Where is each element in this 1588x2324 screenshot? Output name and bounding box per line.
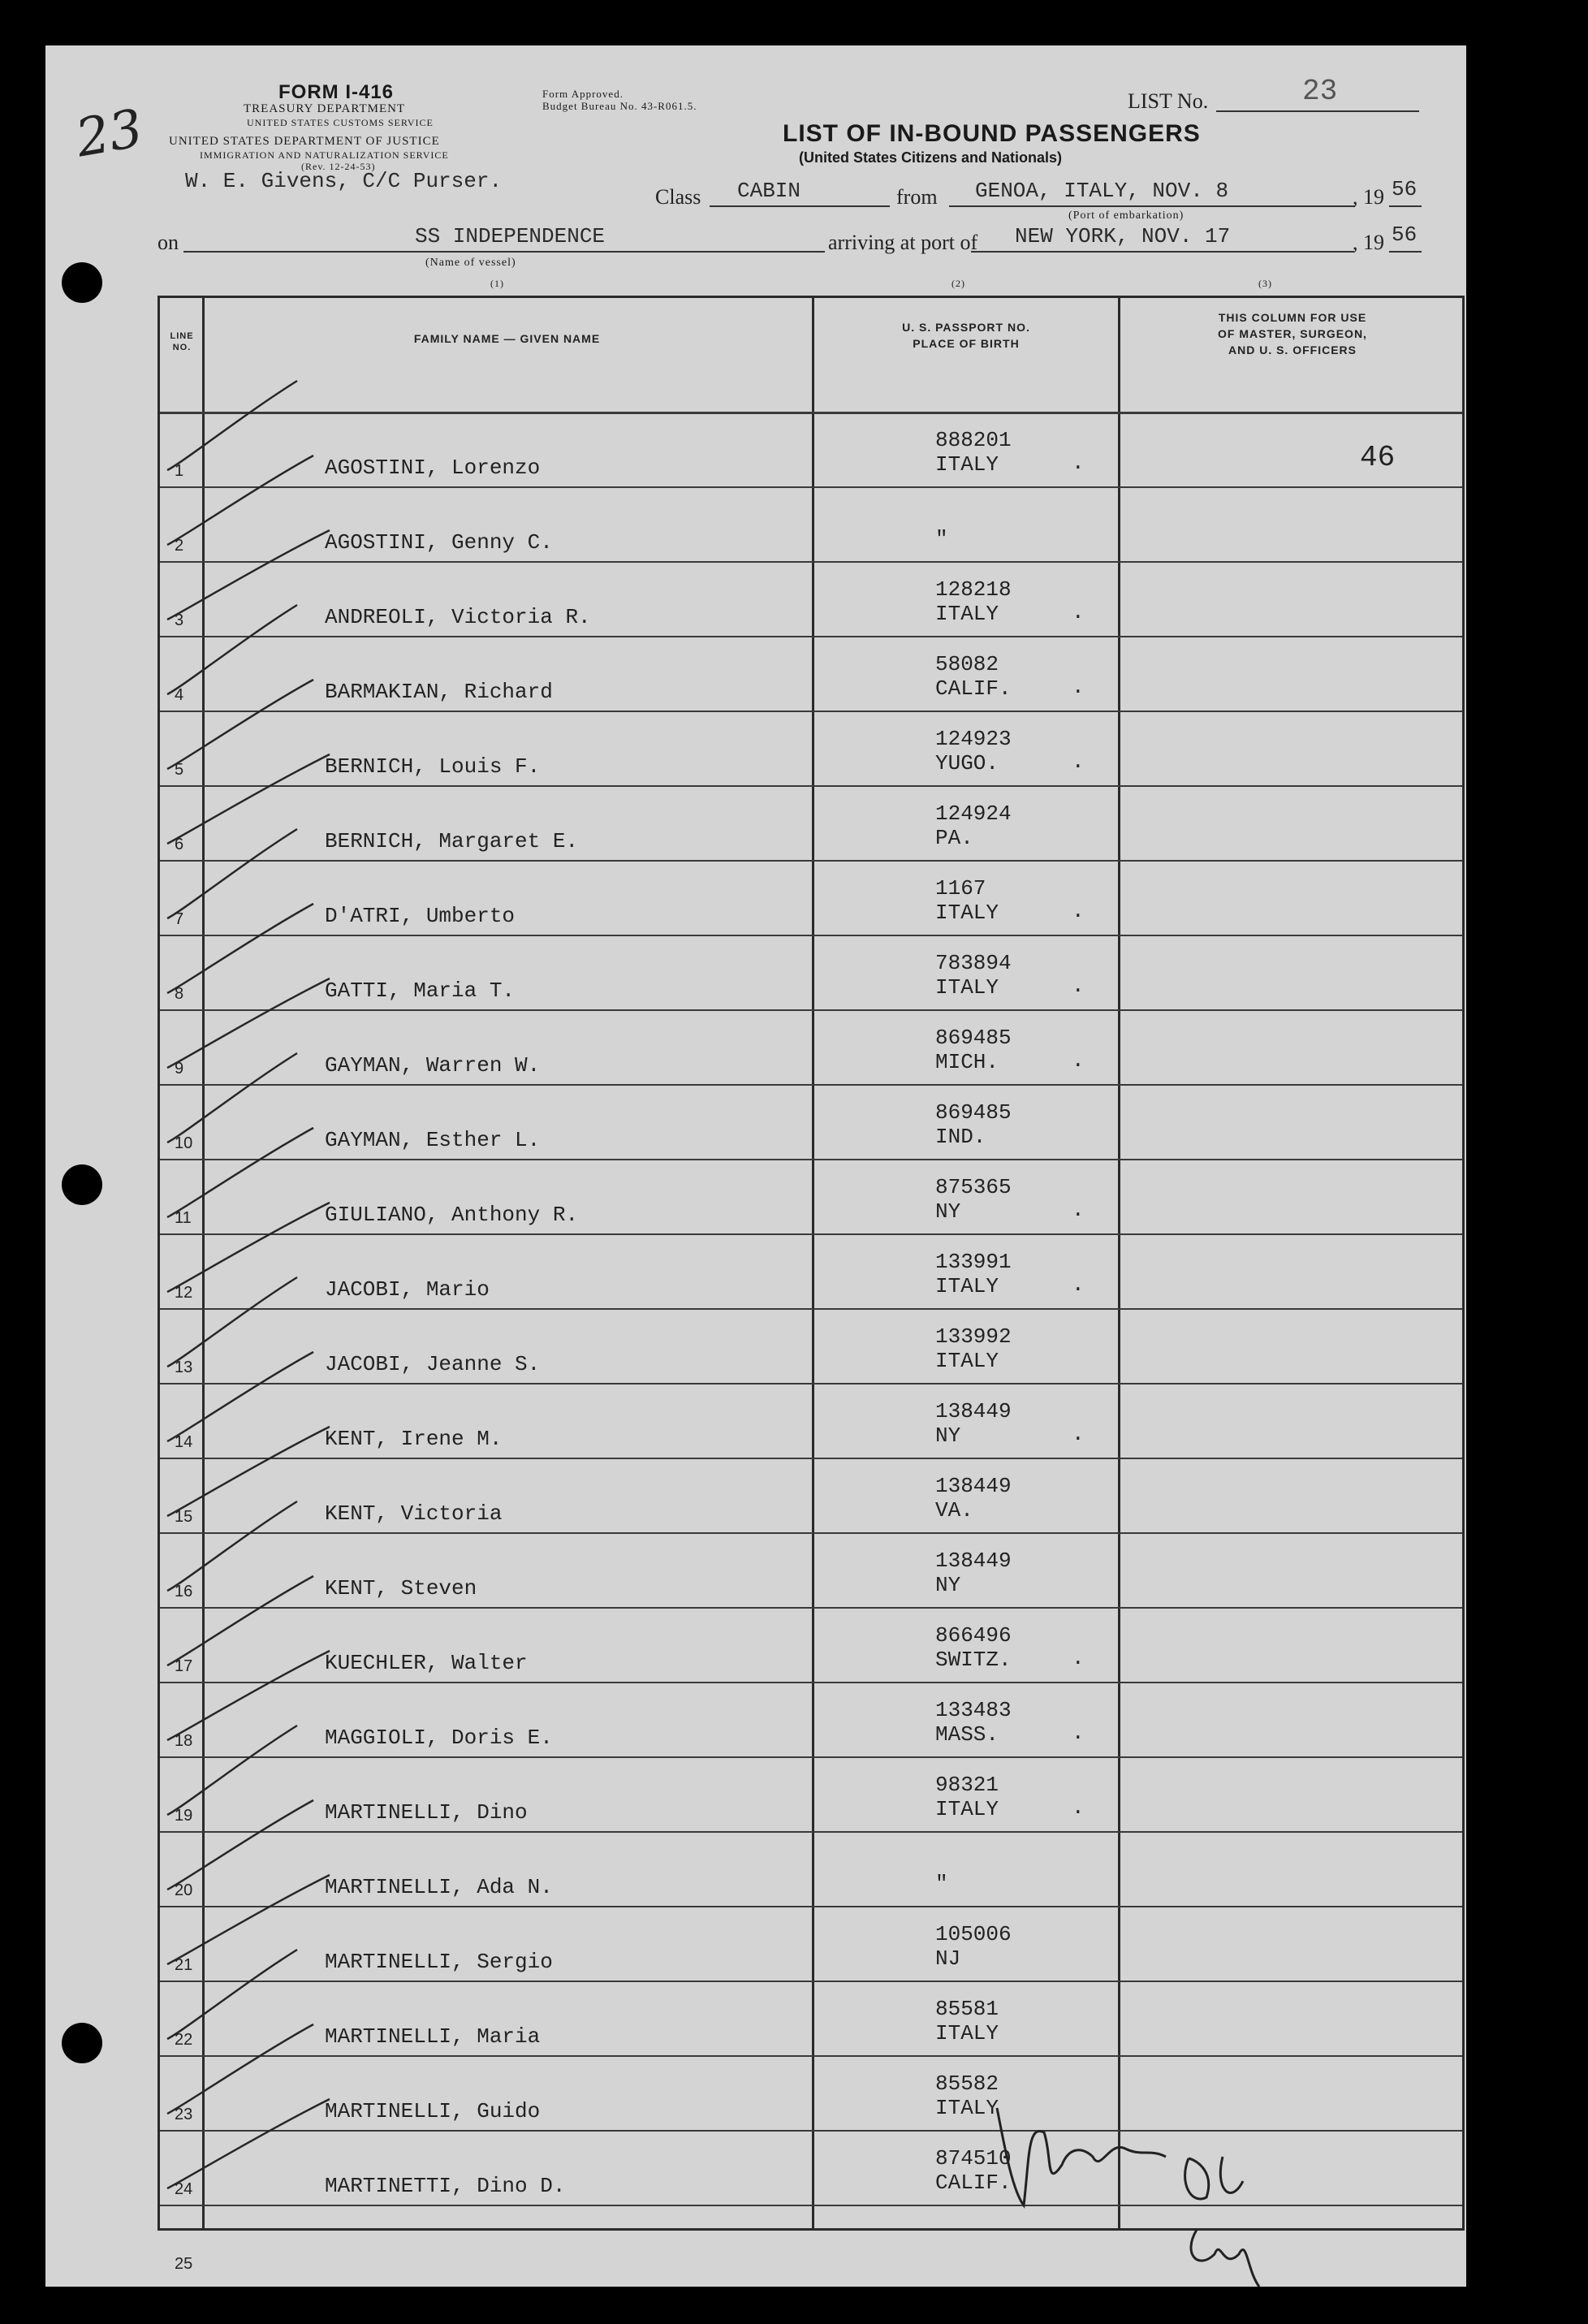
place-of-birth: ITALY <box>935 1274 999 1298</box>
passport-number: 133991 <box>935 1250 1012 1274</box>
arrival-port: NEW YORK, NOV. 17 <box>1015 224 1231 248</box>
line-number: 11 <box>175 1209 192 1227</box>
checked-dot: . <box>1072 1048 1085 1073</box>
officer-note: 46 <box>1360 441 1396 474</box>
passport-number: 138449 <box>935 1549 1012 1573</box>
place-of-birth: " <box>935 1872 948 1896</box>
col-num-3: (3) <box>1258 278 1272 289</box>
line-number: 21 <box>175 1956 193 1974</box>
line-number: 23 <box>175 2106 193 2123</box>
budget-bureau: Budget Bureau No. 43-R061.5. <box>542 100 697 112</box>
place-of-birth: NY <box>935 1423 961 1448</box>
passport-number: 124923 <box>935 727 1012 751</box>
revision-date: (Rev. 12-24-53) <box>301 161 376 172</box>
passenger-name: MARTINELLI, Maria <box>325 2024 541 2049</box>
passenger-name: GIULIANO, Anthony R. <box>325 1203 579 1227</box>
col-num-1: (1) <box>490 278 504 289</box>
place-of-birth: MASS. <box>935 1722 999 1747</box>
place-of-birth: " <box>935 527 948 551</box>
line-number: 18 <box>175 1732 193 1750</box>
place-of-birth: ITALY <box>935 602 999 626</box>
passenger-name: AGOSTINI, Genny C. <box>325 530 553 555</box>
passenger-name: BARMAKIAN, Richard <box>325 680 553 704</box>
punch-hole <box>62 1164 102 1205</box>
col-header-officers-2: OF MASTER, SURGEON, <box>1218 327 1367 340</box>
passport-number: 138449 <box>935 1399 1012 1423</box>
year-2: 56 <box>1392 222 1418 247</box>
place-of-birth: NJ <box>935 1946 961 1971</box>
passenger-name: MARTINELLI, Ada N. <box>325 1875 553 1899</box>
class-label: Class <box>655 185 701 209</box>
punch-hole <box>62 2023 102 2063</box>
on-label: on <box>158 231 179 254</box>
line-number: 15 <box>175 1508 193 1526</box>
passenger-name: MARTINELLI, Guido <box>325 2099 541 2123</box>
passport-number: 128218 <box>935 577 1012 602</box>
place-of-birth: ITALY <box>935 452 999 477</box>
line-number: 25 <box>175 2255 193 2273</box>
place-of-birth: ITALY <box>935 975 999 1000</box>
passport-number: 866496 <box>935 1623 1012 1648</box>
line-number: 9 <box>175 1060 184 1078</box>
passenger-name: ANDREOLI, Victoria R. <box>325 605 591 629</box>
passport-number: 783894 <box>935 951 1012 975</box>
treasury-department: TREASURY DEPARTMENT <box>244 102 406 115</box>
passport-number: 133483 <box>935 1698 1012 1722</box>
line-number: 3 <box>175 611 184 629</box>
checked-dot: . <box>1072 1721 1085 1745</box>
passenger-name: MARTINETTI, Dino D. <box>325 2174 566 2198</box>
passenger-name: BERNICH, Louis F. <box>325 754 541 779</box>
col-header-passport: U. S. PASSPORT NO. <box>902 321 1030 334</box>
place-of-birth: ITALY <box>935 901 999 925</box>
passport-number: 138449 <box>935 1474 1012 1498</box>
passenger-name: MARTINELLI, Dino <box>325 1800 528 1825</box>
place-of-birth: MICH. <box>935 1050 999 1074</box>
place-of-birth: CALIF. <box>935 676 1012 701</box>
place-of-birth: NY <box>935 1199 961 1224</box>
passenger-name: GAYMAN, Esther L. <box>325 1128 541 1152</box>
col-header-officers-3: AND U. S. OFFICERS <box>1228 343 1357 356</box>
passport-number: 85581 <box>935 1997 999 2021</box>
arriving-label: arriving at port of <box>828 231 978 254</box>
passenger-name: JACOBI, Jeanne S. <box>325 1352 541 1376</box>
place-of-birth: ITALY <box>935 2096 999 2120</box>
vessel-caption: (Name of vessel) <box>425 257 516 269</box>
line-number: 16 <box>175 1583 193 1600</box>
passport-number: 124924 <box>935 801 1012 826</box>
col-header-birth: PLACE OF BIRTH <box>913 337 1020 350</box>
passenger-name: AGOSTINI, Lorenzo <box>325 456 541 480</box>
col-header-name: FAMILY NAME — GIVEN NAME <box>413 332 601 345</box>
form-approved: Form Approved. <box>542 88 624 100</box>
line-number: 20 <box>175 1881 193 1899</box>
line-number: 1 <box>175 462 184 480</box>
passport-number: 1167 <box>935 876 986 901</box>
passenger-name: MAGGIOLI, Doris E. <box>325 1726 553 1750</box>
checked-dot: . <box>1072 451 1085 475</box>
passenger-name: KENT, Victoria <box>325 1501 503 1526</box>
place-of-birth: PA. <box>935 826 973 850</box>
col-header-officers-1: THIS COLUMN FOR USE <box>1218 311 1367 324</box>
col-num-2: (2) <box>952 278 965 289</box>
justice-department: UNITED STATES DEPARTMENT OF JUSTICE <box>169 135 440 148</box>
line-number: 19 <box>175 1807 193 1825</box>
form-subtitle: (United States Citizens and Nationals) <box>799 149 1063 166</box>
line-number: 7 <box>175 910 184 928</box>
from-value: GENOA, ITALY, NOV. 8 <box>975 179 1229 203</box>
line-number: 17 <box>175 1657 193 1675</box>
checked-dot: . <box>1072 1646 1085 1670</box>
place-of-birth: NY <box>935 1573 961 1597</box>
line-number: 8 <box>175 985 184 1003</box>
immigration-service: IMMIGRATION AND NATURALIZATION SERVICE <box>200 149 449 161</box>
list-no-label: LIST No. <box>1128 89 1209 113</box>
checked-dot: . <box>1072 749 1085 774</box>
passport-number: 874510 <box>935 2146 1012 2171</box>
list-no-value: 23 <box>1302 75 1338 108</box>
form-title: LIST OF IN-BOUND PASSENGERS <box>783 120 1201 147</box>
year-prefix-2: , 19 <box>1353 231 1384 254</box>
place-of-birth: IND. <box>935 1125 986 1149</box>
line-number: 12 <box>175 1284 193 1302</box>
class-value: CABIN <box>737 179 801 203</box>
passenger-name: JACOBI, Mario <box>325 1277 490 1302</box>
passenger-name: BERNICH, Margaret E. <box>325 829 579 853</box>
passenger-name: KENT, Steven <box>325 1576 477 1600</box>
place-of-birth: CALIF. <box>935 2171 1012 2195</box>
from-label: from <box>896 185 938 209</box>
place-of-birth: ITALY <box>935 1797 999 1821</box>
passport-number: 85582 <box>935 2071 999 2096</box>
line-number: 5 <box>175 761 184 779</box>
place-of-birth: ITALY <box>935 1349 999 1373</box>
place-of-birth: SWITZ. <box>935 1648 1012 1672</box>
passport-number: 875365 <box>935 1175 1012 1199</box>
passport-number: 869485 <box>935 1100 1012 1125</box>
checked-dot: . <box>1072 1795 1085 1820</box>
passport-number: 58082 <box>935 652 999 676</box>
passenger-name: KENT, Irene M. <box>325 1427 503 1451</box>
year-prefix-1: , 19 <box>1353 185 1384 209</box>
passport-number: 133992 <box>935 1324 1012 1349</box>
checked-dot: . <box>1072 1272 1085 1297</box>
line-number: 6 <box>175 836 184 853</box>
line-number: 14 <box>175 1433 193 1451</box>
punch-hole <box>62 262 102 303</box>
passenger-table <box>158 296 1465 2273</box>
year-1: 56 <box>1392 177 1418 201</box>
passport-number: 98321 <box>935 1773 999 1797</box>
purser-name: W. E. Givens, C/C Purser. <box>185 169 503 193</box>
passenger-name: D'ATRI, Umberto <box>325 904 516 928</box>
passenger-name: GATTI, Maria T. <box>325 978 516 1003</box>
passenger-name: KUECHLER, Walter <box>325 1651 528 1675</box>
form-number: FORM I-416 <box>278 81 395 103</box>
line-number: 10 <box>175 1134 193 1152</box>
line-number: 24 <box>175 2180 193 2198</box>
place-of-birth: ITALY <box>935 2021 999 2045</box>
port-embarkation-caption: (Port of embarkation) <box>1068 210 1185 222</box>
passport-number: 869485 <box>935 1026 1012 1050</box>
col-header-line: LINE NO. <box>170 331 194 352</box>
checked-dot: . <box>1072 1198 1085 1222</box>
line-number: 22 <box>175 2031 193 2049</box>
place-of-birth: VA. <box>935 1498 973 1523</box>
line-number: 2 <box>175 537 184 555</box>
checked-dot: . <box>1072 600 1085 624</box>
line-number: 13 <box>175 1359 193 1376</box>
place-of-birth: YUGO. <box>935 751 999 775</box>
passenger-name: MARTINELLI, Sergio <box>325 1950 553 1974</box>
passport-number: 888201 <box>935 428 1012 452</box>
checked-dot: . <box>1072 974 1085 998</box>
vessel-name: SS INDEPENDENCE <box>415 224 606 248</box>
passenger-name: GAYMAN, Warren W. <box>325 1053 541 1078</box>
customs-service: UNITED STATES CUSTOMS SERVICE <box>247 117 434 128</box>
checked-dot: . <box>1072 675 1085 699</box>
passport-number: 105006 <box>935 1922 1012 1946</box>
checked-dot: . <box>1072 899 1085 923</box>
line-number: 4 <box>175 686 184 704</box>
handwritten-page-number: 23 <box>71 98 148 170</box>
manifest-sheet <box>45 45 1466 2287</box>
checked-dot: . <box>1072 1422 1085 1446</box>
